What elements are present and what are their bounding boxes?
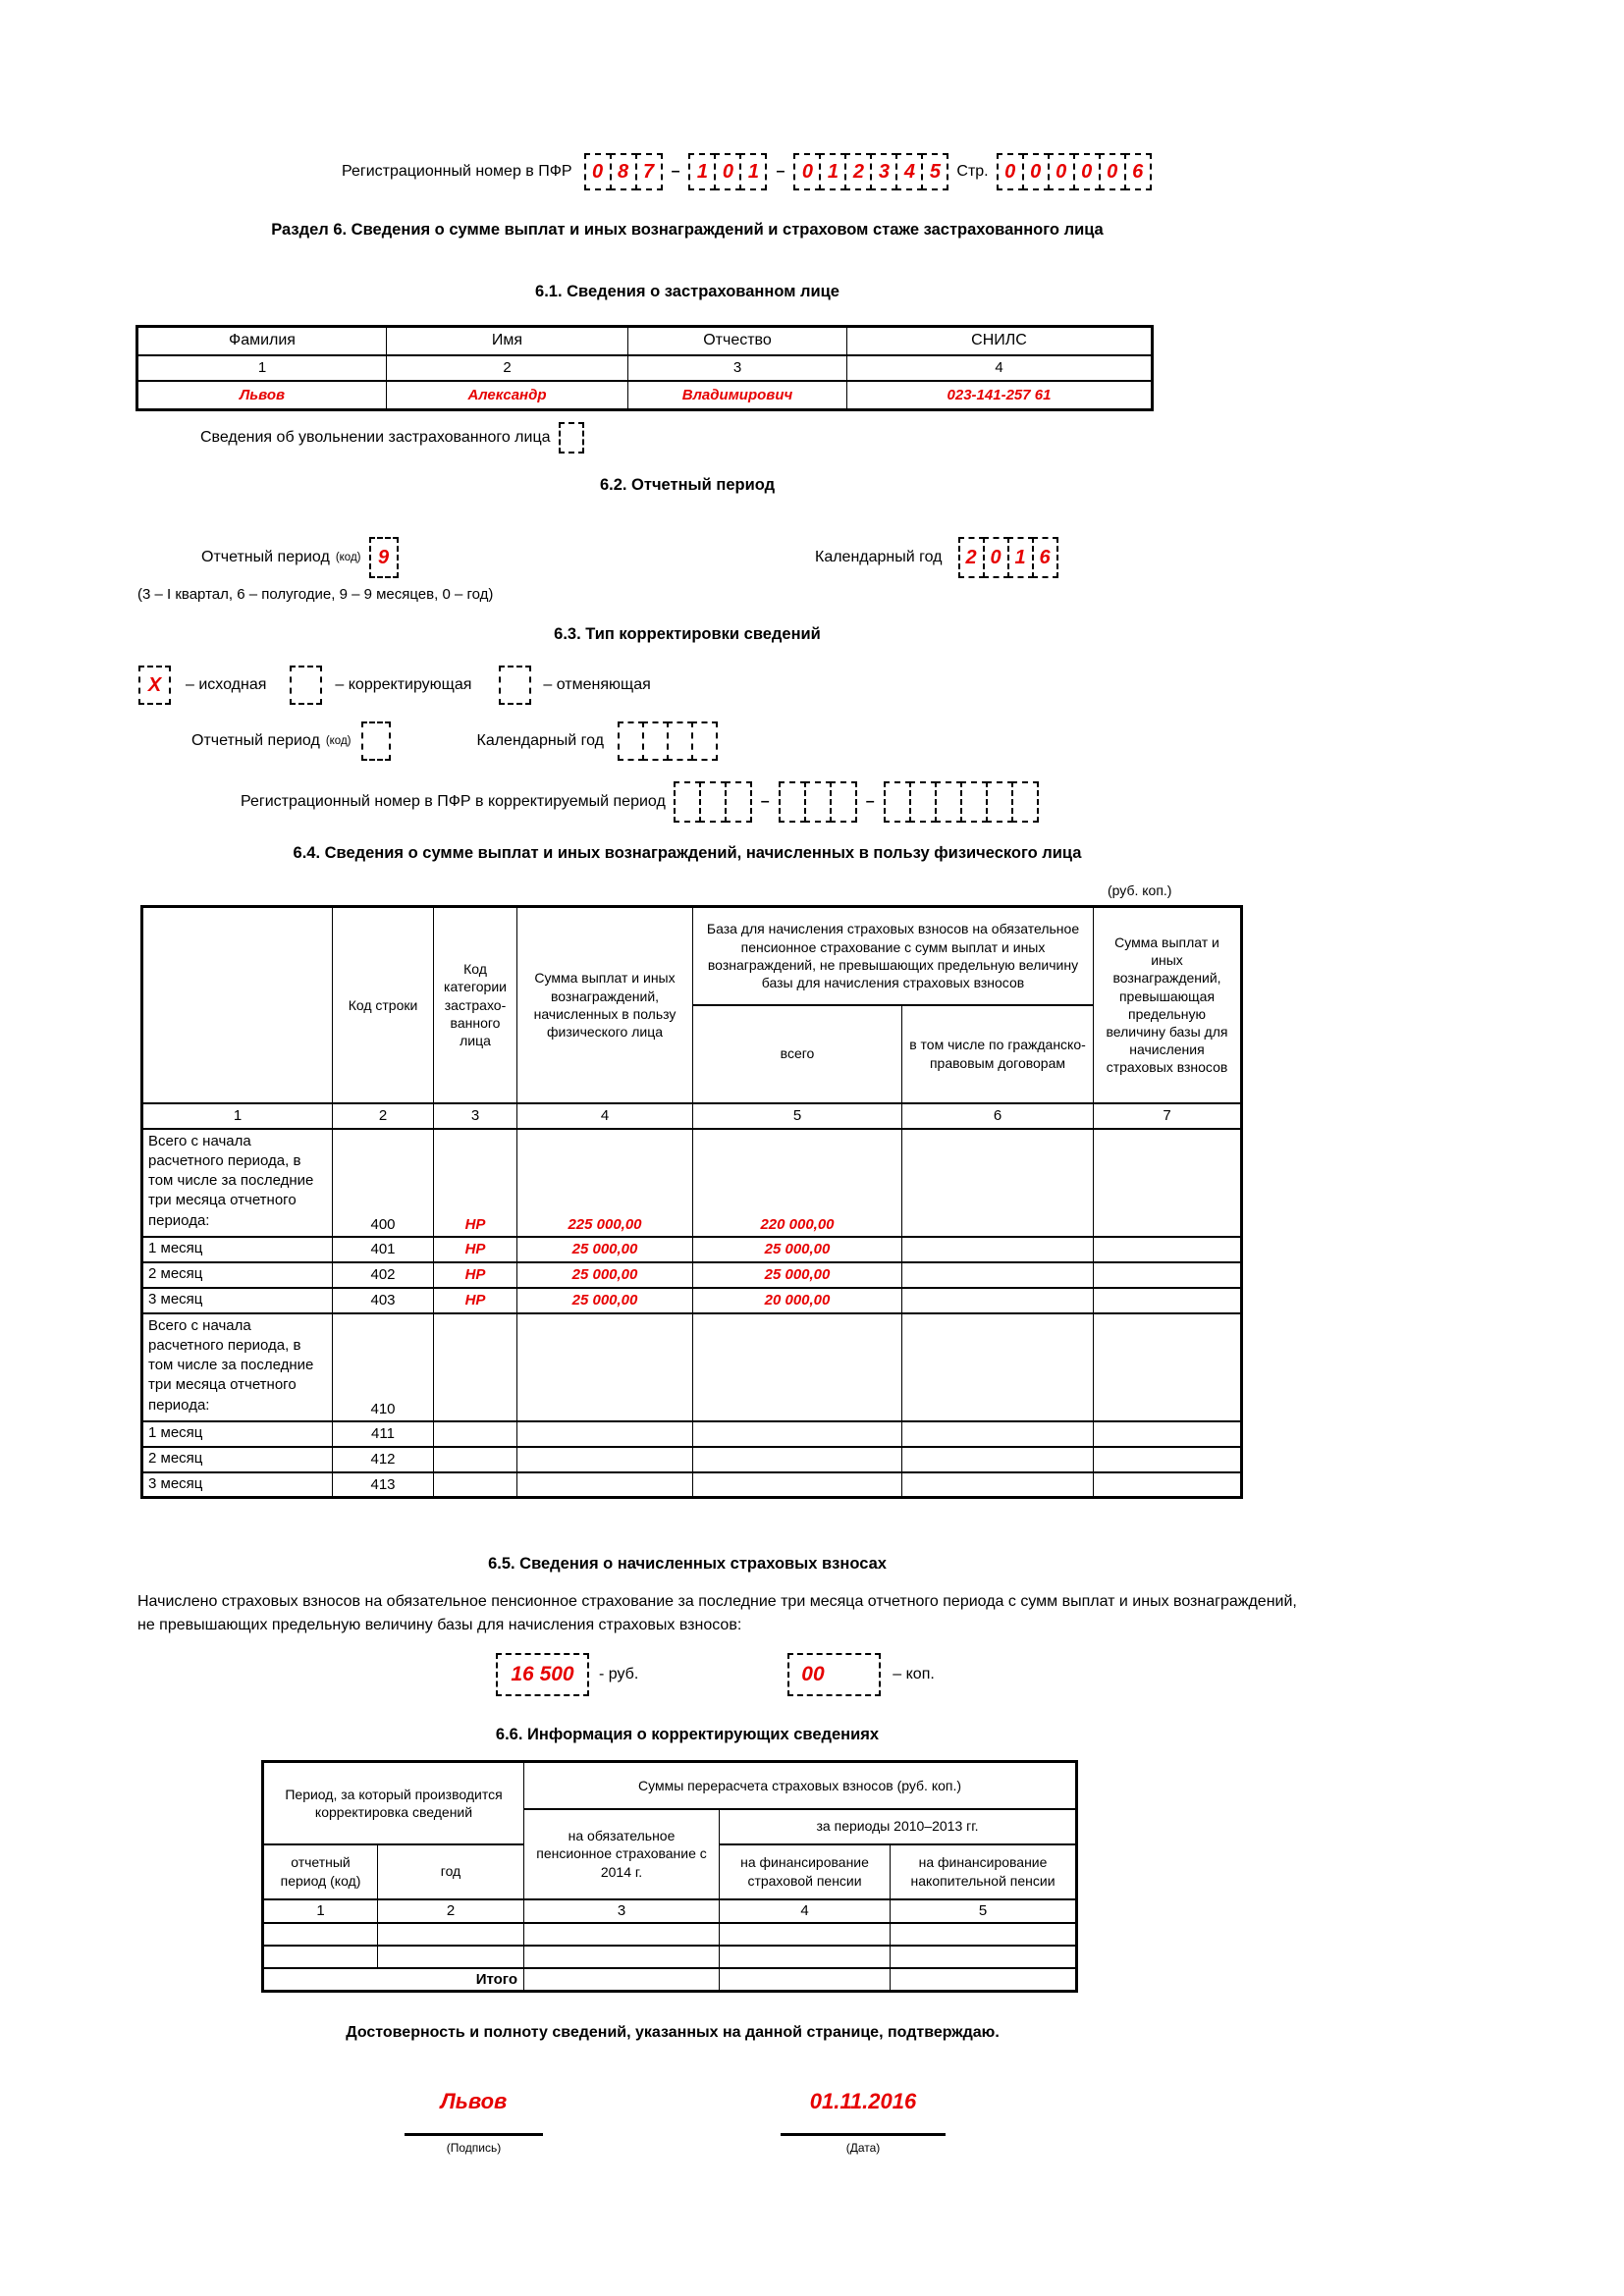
category-code-value[interactable] bbox=[434, 1421, 517, 1447]
reporting-period-row bbox=[201, 536, 399, 579]
reg-number-group-1 bbox=[584, 153, 663, 190]
correction-year-cell[interactable] bbox=[667, 721, 693, 761]
base-total-value[interactable]: 25 000,00 bbox=[693, 1237, 902, 1262]
year-digit-cell[interactable]: 0 bbox=[983, 537, 1009, 578]
date-line bbox=[781, 2133, 946, 2136]
column-number: 3 bbox=[524, 1899, 720, 1923]
ops-2014-total[interactable] bbox=[524, 1968, 720, 1992]
currency-unit-note: (руб. коп.) bbox=[1108, 882, 1172, 898]
category-code-value[interactable] bbox=[434, 1447, 517, 1472]
snils-value[interactable]: 023-141-257 61 bbox=[847, 381, 1153, 410]
period-codes-note: (3 – I квартал, 6 – полугодие, 9 – 9 месяцев, 0 – год) bbox=[137, 586, 494, 603]
payments-sum-value[interactable] bbox=[517, 1313, 693, 1421]
base-total-value[interactable] bbox=[693, 1472, 902, 1498]
column-header-snils: СНИЛС bbox=[847, 327, 1153, 355]
correction-year-cell[interactable] bbox=[691, 721, 718, 761]
corrected-reg-cell[interactable] bbox=[779, 781, 806, 823]
payments-sum-value[interactable] bbox=[517, 1421, 693, 1447]
reg-digit-cell[interactable]: 0 bbox=[584, 153, 612, 190]
kopecks-value-box[interactable]: 00 bbox=[787, 1653, 881, 1696]
lastname-value[interactable]: Львов bbox=[137, 381, 387, 410]
column-number: 4 bbox=[517, 1103, 693, 1129]
page-digit-cell[interactable]: 0 bbox=[1022, 153, 1050, 190]
base-civil-value[interactable] bbox=[902, 1288, 1094, 1313]
middlename-value[interactable]: Владимирович bbox=[628, 381, 847, 410]
funded-pension-header: на финансирование накопительной пенсии bbox=[891, 1844, 1077, 1899]
page-digit-cell[interactable]: 0 bbox=[1048, 153, 1075, 190]
base-civil-value[interactable] bbox=[902, 1447, 1094, 1472]
correction-year-label: Календарный год bbox=[476, 732, 605, 749]
row-label: 1 месяц bbox=[142, 1421, 333, 1447]
correction-year-group bbox=[618, 721, 718, 761]
calendar-year-label: Календарный год bbox=[815, 549, 943, 565]
excess-sum-value[interactable] bbox=[1094, 1129, 1242, 1237]
correction-period-code-cell[interactable] bbox=[361, 721, 391, 761]
calendar-year-group bbox=[958, 537, 1058, 578]
payments-sum-value[interactable] bbox=[517, 1447, 693, 1472]
reg-digit-cell[interactable]: 3 bbox=[870, 153, 897, 190]
original-checkbox[interactable]: X bbox=[138, 666, 171, 705]
contributions-description: Начислено страховых взносов на обязательное пенсионное страхование за последние три месяца отчетного периода с сумм выплат и иных вознаграждений, не превышающих предельную величину базы для начисления страховых взносов: bbox=[137, 1593, 1297, 1633]
ops-2014-value[interactable] bbox=[524, 1923, 720, 1946]
contributions-values-row bbox=[496, 1653, 935, 1696]
row-label: 3 месяц bbox=[142, 1472, 333, 1498]
page-digit-cell[interactable]: 0 bbox=[1073, 153, 1101, 190]
table-row bbox=[142, 1313, 1242, 1421]
line-code: 402 bbox=[333, 1262, 434, 1288]
corrected-reg-group-2 bbox=[779, 781, 857, 823]
table-row bbox=[263, 1923, 1077, 1946]
table-row bbox=[142, 1129, 1242, 1237]
base-total-header: всего bbox=[693, 1005, 902, 1103]
reg-digit-cell[interactable]: 1 bbox=[739, 153, 767, 190]
reg-digit-cell[interactable]: 4 bbox=[895, 153, 923, 190]
dismissal-label: Сведения об увольнении застрахованного лица bbox=[200, 429, 551, 446]
reg-digit-cell[interactable]: 0 bbox=[714, 153, 741, 190]
base-total-value[interactable]: 20 000,00 bbox=[693, 1288, 902, 1313]
line-code: 413 bbox=[333, 1472, 434, 1498]
base-civil-value[interactable] bbox=[902, 1472, 1094, 1498]
dash-separator: – bbox=[776, 163, 785, 180]
rubles-value-box[interactable]: 16 500 bbox=[496, 1653, 589, 1696]
section-6-5-title: 6.5. Сведения о начисленных страховых взносах bbox=[488, 1555, 887, 1573]
year-digit-cell[interactable]: 1 bbox=[1007, 537, 1034, 578]
excess-sum-header: Сумма выплат и иных вознаграждений, превышающая предельную величину базы для начисления страховых взносов bbox=[1094, 907, 1242, 1103]
row-label: 1 месяц bbox=[142, 1237, 333, 1262]
category-code-header: Код категории застрахо-ванного лица bbox=[434, 907, 517, 1103]
correction-year-cell[interactable] bbox=[642, 721, 669, 761]
excess-sum-value[interactable] bbox=[1094, 1288, 1242, 1313]
column-number: 1 bbox=[137, 355, 387, 381]
row-label: Всего с начала расчетного периода, в том числе за последние три месяца отчетного периода: bbox=[142, 1313, 333, 1421]
line-code: 403 bbox=[333, 1288, 434, 1313]
reg-digit-cell[interactable]: 8 bbox=[610, 153, 637, 190]
section-6-1-title: 6.1. Сведения о застрахованном лице bbox=[535, 283, 839, 300]
year-header: год bbox=[378, 1844, 524, 1899]
section-6-3-title: 6.3. Тип корректировки сведений bbox=[554, 625, 821, 643]
line-code-header: Код строки bbox=[333, 907, 434, 1103]
line-code: 400 bbox=[333, 1129, 434, 1237]
dash-separator: – bbox=[760, 793, 770, 810]
reg-number-group-3 bbox=[793, 153, 948, 190]
corrected-reg-cell[interactable] bbox=[884, 781, 911, 823]
page-number-group bbox=[997, 153, 1152, 190]
rubles-suffix-label: - руб. bbox=[599, 1666, 639, 1682]
firstname-value[interactable]: Александр bbox=[387, 381, 628, 410]
totals-row bbox=[263, 1968, 1077, 1992]
page-digit-cell[interactable]: 0 bbox=[997, 153, 1024, 190]
base-total-value[interactable] bbox=[693, 1421, 902, 1447]
registration-number-row bbox=[342, 153, 1152, 190]
column-number: 5 bbox=[891, 1899, 1077, 1923]
totals-label: Итого bbox=[263, 1968, 524, 1992]
column-number: 2 bbox=[333, 1103, 434, 1129]
column-header-lastname: Фамилия bbox=[137, 327, 387, 355]
base-civil-value[interactable] bbox=[902, 1421, 1094, 1447]
excess-sum-value[interactable] bbox=[1094, 1421, 1242, 1447]
ops-2014-value[interactable] bbox=[524, 1946, 720, 1968]
ops-2014-header: на обязательное пенсионное страхование с 2014 г. bbox=[524, 1809, 720, 1899]
corrected-reg-cell[interactable] bbox=[699, 781, 727, 823]
base-civil-value[interactable] bbox=[902, 1262, 1094, 1288]
dismissal-checkbox[interactable] bbox=[559, 422, 584, 454]
insurance-pension-value[interactable] bbox=[720, 1923, 891, 1946]
column-number: 3 bbox=[628, 355, 847, 381]
row-label: 3 месяц bbox=[142, 1288, 333, 1313]
section-6-4-title: 6.4. Сведения о сумме выплат и иных вознаграждений, начисленных в пользу физического лица bbox=[293, 844, 1082, 862]
reg-digit-cell[interactable]: 1 bbox=[688, 153, 716, 190]
corrected-reg-cell[interactable] bbox=[960, 781, 988, 823]
row-label: 2 месяц bbox=[142, 1262, 333, 1288]
base-civil-value[interactable] bbox=[902, 1129, 1094, 1237]
category-code-value[interactable] bbox=[434, 1313, 517, 1421]
cancelling-option-label: – отменяющая bbox=[543, 676, 651, 693]
dismissal-row bbox=[200, 422, 584, 454]
insurance-pension-total[interactable] bbox=[720, 1968, 891, 1992]
signature-line bbox=[405, 2133, 543, 2136]
base-total-value[interactable] bbox=[693, 1447, 902, 1472]
correction-period-label: Отчетный период bbox=[191, 732, 320, 749]
pfr-reg-number-label: Регистрационный номер в ПФР bbox=[342, 163, 572, 180]
dash-separator: – bbox=[865, 793, 875, 810]
payments-sum-value[interactable]: 225 000,00 bbox=[517, 1129, 693, 1237]
excess-sum-value[interactable] bbox=[1094, 1447, 1242, 1472]
excess-sum-value[interactable] bbox=[1094, 1472, 1242, 1498]
correction-year-value[interactable] bbox=[378, 1923, 524, 1946]
base-civil-value[interactable] bbox=[902, 1313, 1094, 1421]
insurance-pension-value[interactable] bbox=[720, 1946, 891, 1968]
payments-sum-value[interactable] bbox=[517, 1472, 693, 1498]
line-code: 412 bbox=[333, 1447, 434, 1472]
reporting-period-code-cell[interactable]: 9 bbox=[369, 537, 399, 578]
periods-2010-2013-header: за периоды 2010–2013 гг. bbox=[720, 1809, 1077, 1844]
year-digit-cell[interactable]: 6 bbox=[1032, 537, 1058, 578]
year-digit-cell[interactable]: 2 bbox=[958, 537, 985, 578]
page-digit-cell[interactable]: 0 bbox=[1099, 153, 1126, 190]
correction-period-value[interactable] bbox=[263, 1923, 378, 1946]
section-6-2-title: 6.2. Отчетный период bbox=[599, 476, 776, 494]
report-period-code-header: отчетный период (код) bbox=[263, 1844, 378, 1899]
column-number: 2 bbox=[378, 1899, 524, 1923]
original-option-label: – исходная bbox=[186, 676, 267, 693]
reg-digit-cell[interactable]: 1 bbox=[819, 153, 846, 190]
table-row bbox=[142, 1288, 1242, 1313]
page-digit-cell[interactable]: 6 bbox=[1124, 153, 1152, 190]
corrected-reg-cell[interactable] bbox=[986, 781, 1013, 823]
correction-type-row bbox=[138, 666, 651, 705]
table-row bbox=[142, 1472, 1242, 1498]
recalculation-sums-header: Суммы перерасчета страховых взносов (руб. коп.) bbox=[524, 1762, 1077, 1809]
corrected-reg-cell[interactable] bbox=[935, 781, 962, 823]
reg-digit-cell[interactable]: 7 bbox=[635, 153, 663, 190]
reg-digit-cell[interactable]: 5 bbox=[921, 153, 948, 190]
line-code: 410 bbox=[333, 1313, 434, 1421]
category-code-value[interactable]: НР bbox=[434, 1129, 517, 1237]
table-row bbox=[263, 1946, 1077, 1968]
date-value[interactable]: 01.11.2016 bbox=[809, 2089, 917, 2113]
row-label-column-header bbox=[142, 907, 333, 1103]
correcting-checkbox[interactable] bbox=[290, 666, 322, 705]
reporting-period-code-label: (код) bbox=[335, 552, 361, 563]
payments-table bbox=[140, 905, 1243, 1499]
date-caption: (Дата) bbox=[845, 2141, 881, 2155]
correction-year-cell[interactable] bbox=[618, 721, 644, 761]
column-number: 1 bbox=[263, 1899, 378, 1923]
corrected-reg-cell[interactable] bbox=[725, 781, 752, 823]
row-label: 2 месяц bbox=[142, 1447, 333, 1472]
payments-sum-value[interactable]: 25 000,00 bbox=[517, 1237, 693, 1262]
section-6-6-title: 6.6. Информация о корректирующих сведениях bbox=[495, 1726, 880, 1743]
base-civil-contracts-header: в том числе по гражданско-правовым договорам bbox=[902, 1005, 1094, 1103]
corrected-reg-cell[interactable] bbox=[1011, 781, 1039, 823]
column-number: 2 bbox=[387, 355, 628, 381]
column-number: 4 bbox=[720, 1899, 891, 1923]
insured-person-table bbox=[135, 325, 1154, 411]
line-code: 401 bbox=[333, 1237, 434, 1262]
column-number: 1 bbox=[142, 1103, 333, 1129]
category-code-value[interactable]: НР bbox=[434, 1262, 517, 1288]
table-row bbox=[142, 1262, 1242, 1288]
column-number: 4 bbox=[847, 355, 1153, 381]
funded-pension-total[interactable] bbox=[891, 1968, 1077, 1992]
reporting-period-label: Отчетный период bbox=[201, 549, 330, 565]
excess-sum-value[interactable] bbox=[1094, 1262, 1242, 1288]
dash-separator: – bbox=[671, 163, 680, 180]
cancelling-checkbox[interactable] bbox=[499, 666, 531, 705]
base-civil-value[interactable] bbox=[902, 1237, 1094, 1262]
corrected-reg-number-row bbox=[241, 780, 1039, 824]
payments-sum-header: Сумма выплат и иных вознаграждений, начисленных в пользу физического лица bbox=[517, 907, 693, 1103]
base-total-value[interactable]: 25 000,00 bbox=[693, 1262, 902, 1288]
category-code-value[interactable]: НР bbox=[434, 1237, 517, 1262]
payments-sum-value[interactable]: 25 000,00 bbox=[517, 1262, 693, 1288]
section-6-title: Раздел 6. Сведения о сумме выплат и иных вознаграждений и страховом стаже застрахованного лица bbox=[271, 221, 1104, 239]
table-row bbox=[142, 1421, 1242, 1447]
payments-sum-value[interactable]: 25 000,00 bbox=[517, 1288, 693, 1313]
corrections-table bbox=[261, 1760, 1078, 1993]
column-number: 5 bbox=[693, 1103, 902, 1129]
line-code: 411 bbox=[333, 1421, 434, 1447]
calendar-year-row bbox=[815, 536, 1058, 579]
table-row bbox=[142, 1237, 1242, 1262]
correction-period-value[interactable] bbox=[263, 1946, 378, 1968]
correction-period-code-label: (код) bbox=[325, 735, 352, 747]
column-number: 3 bbox=[434, 1103, 517, 1129]
category-code-value[interactable] bbox=[434, 1472, 517, 1498]
signature-caption: (Подпись) bbox=[446, 2141, 502, 2155]
correcting-option-label: – корректирующая bbox=[335, 676, 472, 693]
kopecks-suffix-label: – коп. bbox=[893, 1666, 935, 1682]
corrected-reg-group-3 bbox=[884, 781, 1039, 823]
correction-period-row bbox=[191, 721, 718, 761]
excess-sum-value[interactable] bbox=[1094, 1237, 1242, 1262]
funded-pension-value[interactable] bbox=[891, 1923, 1077, 1946]
correction-year-value[interactable] bbox=[378, 1946, 524, 1968]
category-code-value[interactable]: НР bbox=[434, 1288, 517, 1313]
reg-number-group-2 bbox=[688, 153, 767, 190]
corrected-reg-cell[interactable] bbox=[909, 781, 937, 823]
signature-value[interactable]: Львов bbox=[440, 2089, 508, 2113]
corrected-reg-cell[interactable] bbox=[804, 781, 832, 823]
corrected-reg-cell[interactable] bbox=[830, 781, 857, 823]
column-number: 6 bbox=[902, 1103, 1094, 1129]
contribution-base-header: База для начисления страховых взносов на обязательное пенсионное страхование с сумм выплат и иных вознаграждений, не превышающих предельную величину базы для начисления страховых взносов bbox=[693, 907, 1094, 1005]
funded-pension-value[interactable] bbox=[891, 1946, 1077, 1968]
base-total-value[interactable] bbox=[693, 1313, 902, 1421]
reg-digit-cell[interactable]: 0 bbox=[793, 153, 821, 190]
column-header-middlename: Отчество bbox=[628, 327, 847, 355]
corrected-reg-number-label: Регистрационный номер в ПФР в корректируемый период bbox=[241, 793, 666, 810]
insurance-pension-header: на финансирование страховой пенсии bbox=[720, 1844, 891, 1899]
correction-period-header: Период, за который производится корректировка сведений bbox=[263, 1762, 524, 1844]
row-label: Всего с начала расчетного периода, в том числе за последние три месяца отчетного периода: bbox=[142, 1129, 333, 1237]
corrected-reg-cell[interactable] bbox=[674, 781, 701, 823]
corrected-reg-group-1 bbox=[674, 781, 752, 823]
base-total-value[interactable]: 220 000,00 bbox=[693, 1129, 902, 1237]
column-header-firstname: Имя bbox=[387, 327, 628, 355]
column-number: 7 bbox=[1094, 1103, 1242, 1129]
page-number-label: Стр. bbox=[956, 163, 989, 180]
reg-digit-cell[interactable]: 2 bbox=[844, 153, 872, 190]
excess-sum-value[interactable] bbox=[1094, 1313, 1242, 1421]
table-row bbox=[142, 1447, 1242, 1472]
confirmation-statement: Достоверность и полноту сведений, указанных на данной странице, подтверждаю. bbox=[346, 2024, 1000, 2041]
